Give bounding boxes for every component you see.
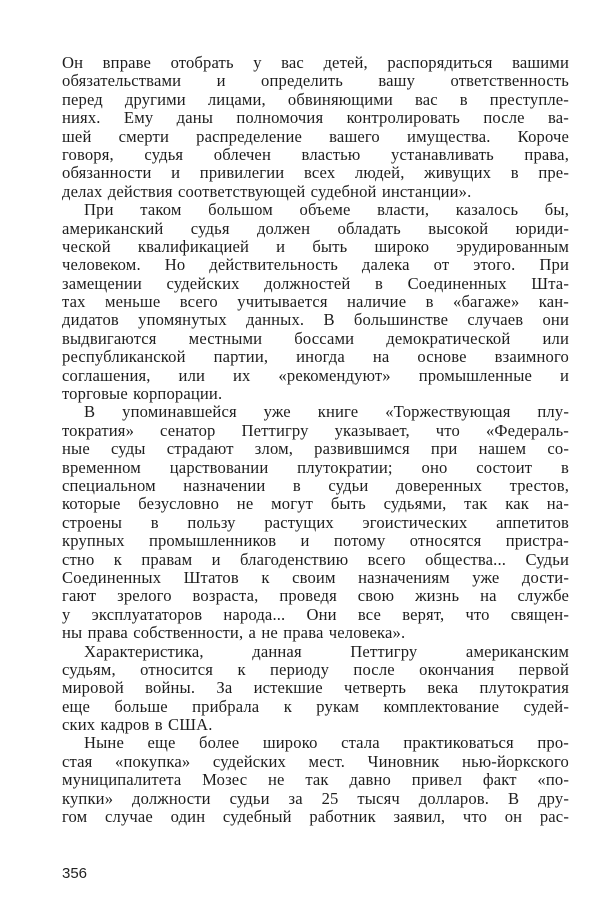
text-line: Соединенных Штатов к своим назначениям уже дости- <box>62 567 569 587</box>
text-line: ные суды страдают злом, развившимся при нашем со- <box>62 439 569 459</box>
text-line: делах действия соответствующей судебной инстанции». <box>62 181 472 201</box>
text-line: говоря, судья облечен властью устанавливать права, <box>62 144 569 164</box>
text-line: При таком большом объеме власти, казалось бы, <box>84 200 569 220</box>
page-number: 356 <box>62 865 88 882</box>
text-line: временном царствовании плутократии; оно состоит в <box>62 457 569 477</box>
text-line: тократия» сенатор Петтигру указывает, что «Федераль- <box>62 420 569 440</box>
text-line: обязанности и привилегии всех людей, живущих в пре- <box>62 163 569 183</box>
text-line: тах меньше всего учитывается наличие в «багаже» кан- <box>62 292 569 312</box>
text-line: шей смерти распределение вашего имущества. Короче <box>62 126 569 146</box>
text-line: судьям, относится к периоду после окончания первой <box>62 659 569 679</box>
text-line: специальном назначении в судьи доверенных трестов, <box>62 475 569 495</box>
text-line: стно к правам и благоденствию всего общества... Судьи <box>62 549 569 569</box>
text-line: выдвигаются местными боссами демократической или <box>62 328 569 348</box>
paragraph <box>62 54 569 201</box>
text-line: замещении судейских должностей в Соединенных Шта- <box>62 273 569 293</box>
text-line: Он вправе отобрать у вас детей, распорядиться вашими <box>62 53 569 72</box>
text-line: у эксплуататоров народа... Они все верят, что священ- <box>62 604 569 624</box>
text-line: крупных промышленников и потому относятся пристра- <box>62 531 569 551</box>
text-line: обязательствами и определить вашу ответственность <box>62 71 569 91</box>
text-line: ческой квалификацией и быть широко эрудированным <box>62 236 569 256</box>
paragraph <box>62 734 569 826</box>
text-line: человеком. Но действительность далека от этого. При <box>62 255 569 275</box>
text-line: ских кадров в США. <box>62 715 213 735</box>
text-line: мировой войны. За истекшие четверть века плутократия <box>62 678 569 698</box>
text-line: которые безусловно не могут быть судьями, так как на- <box>62 494 569 514</box>
paragraph <box>62 201 569 403</box>
text-line: республиканской партии, иногда на основе взаимного <box>62 347 569 367</box>
text-line: перед другими лицами, обвиняющими вас в преступле- <box>62 89 569 109</box>
text-line: дидатов упомянутых данных. В большинстве случаев они <box>62 310 569 330</box>
text-line: муниципалитета Мозес не так давно привел факт «по- <box>62 770 569 790</box>
text-line: ны права собственности, а не права человека». <box>62 623 406 643</box>
page-body <box>62 54 569 826</box>
text-line: еще больше прибрала к рукам комплектование судей- <box>62 696 569 716</box>
text-line: купки» должности судьи за 25 тысяч долларов. В дру- <box>62 788 569 808</box>
text-line: американский судья должен обладать высокой юриди- <box>62 218 569 238</box>
text-line: ниях. Ему даны полномочия контролировать после ва- <box>62 108 569 128</box>
text-line: строены в пользу растущих эгоистических аппетитов <box>62 512 569 532</box>
text-line: Характеристика, данная Петтигру американским <box>84 641 569 661</box>
text-line: Ныне еще более широко стала практиковаться про- <box>84 733 569 753</box>
paragraph <box>62 403 569 642</box>
text-line: В упоминавшейся уже книге «Торжествующая плу- <box>84 402 569 422</box>
paragraph <box>62 643 569 735</box>
text-line: соглашения, или их «рекомендуют» промышленные и <box>62 365 569 385</box>
text-line: гают зрелого возраста, проведя свою жизнь на службе <box>62 586 569 606</box>
text-line: торговые корпорации. <box>62 384 223 404</box>
text-line: гом случае один судебный работник заявил, что он рас- <box>62 807 569 827</box>
text-line: стая «покупка» судейских мест. Чиновник нью-йоркского <box>62 751 569 771</box>
